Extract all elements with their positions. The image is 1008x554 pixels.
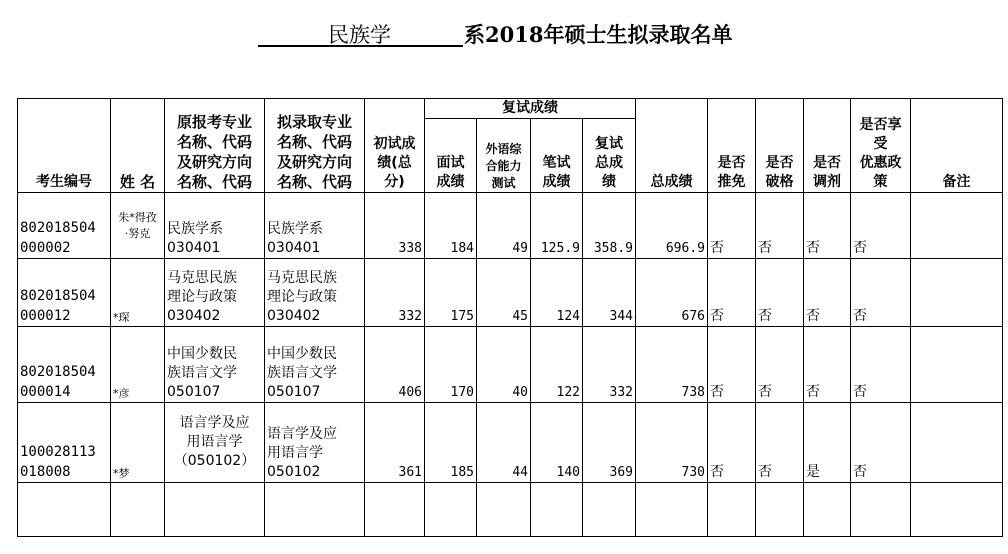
table-row xyxy=(18,193,1003,259)
header-retest-total-line: 复试 xyxy=(595,136,623,152)
header-exempt-line: 是否 xyxy=(717,155,746,171)
orig-major-line: 030402 xyxy=(167,308,221,324)
cell-written-score: 122 xyxy=(531,327,583,403)
exam-id-line: 018008 xyxy=(20,464,71,480)
header-orig-major-line: 名称、代码 xyxy=(176,133,252,151)
name-line: *梦 xyxy=(113,467,130,480)
admit-major-line: 族语言文学 xyxy=(267,365,337,381)
admission-table xyxy=(17,98,1003,537)
cell-orig-major xyxy=(165,259,265,327)
header-foreign-lang-line: 测试 xyxy=(491,176,516,190)
header-exempt-line: 推免 xyxy=(717,174,746,190)
cell-preferential: 否 xyxy=(851,193,911,259)
cell-written-score: 125.9 xyxy=(531,193,583,259)
exam-id-line: 802018504 xyxy=(20,364,96,380)
header-orig-major xyxy=(165,99,265,193)
orig-major-line: （050102） xyxy=(173,453,256,469)
name-line: *琛 xyxy=(113,311,130,324)
cell-retest-total: 358.9 xyxy=(583,193,636,259)
header-orig-major-line: 原报考专业 xyxy=(176,113,252,131)
header-initial-score-line: 分) xyxy=(384,174,405,190)
cell-total-score: 696.9 xyxy=(636,193,708,259)
cell-total-score: 730 xyxy=(636,403,708,483)
title-department: 民族学 xyxy=(328,23,391,47)
header-exception-line: 破格 xyxy=(765,174,794,190)
cell-orig-major xyxy=(165,403,265,483)
header-written xyxy=(531,119,583,193)
admit-major-line: 用语言学 xyxy=(267,445,323,461)
exam-id-line: 802018504 xyxy=(20,220,96,236)
header-initial-score xyxy=(365,99,425,193)
cell-exception: 否 xyxy=(756,193,804,259)
orig-major-line: 用语言学 xyxy=(186,434,243,450)
cell-name xyxy=(111,403,165,483)
empty-cell xyxy=(18,483,111,537)
header-adjust-line: 是否 xyxy=(813,155,841,171)
empty-cell xyxy=(851,483,911,537)
empty-cell xyxy=(756,483,804,537)
cell-foreign-lang-score: 45 xyxy=(477,259,531,327)
admit-major-line: 语言学及应 xyxy=(267,426,337,442)
cell-remarks xyxy=(911,403,1003,483)
name-line: ·努克 xyxy=(124,226,151,240)
cell-initial-score: 406 xyxy=(365,327,425,403)
admit-major-line: 马克思民族 xyxy=(267,270,337,286)
admit-major-line: 理论与政策 xyxy=(267,289,337,305)
exam-id-line: 802018504 xyxy=(20,288,96,304)
table-row xyxy=(18,327,1003,403)
cell-interview-score: 175 xyxy=(425,259,477,327)
orig-major-line: 马克思民族 xyxy=(167,270,237,286)
header-name: 姓 名 xyxy=(111,99,165,193)
title-text: 系2018年硕士生拟录取名单 xyxy=(464,22,733,47)
header-interview xyxy=(425,119,477,193)
empty-cell xyxy=(636,483,708,537)
header-admit-major-line: 名称、代码 xyxy=(276,133,352,151)
cell-name xyxy=(111,259,165,327)
empty-cell xyxy=(165,483,265,537)
cell-interview-score: 170 xyxy=(425,327,477,403)
header-exception-line: 是否 xyxy=(765,155,794,171)
header-interview-line: 面试 xyxy=(436,155,465,171)
header-orig-major-line: 及研究方向 xyxy=(176,153,252,171)
orig-major-line: 中国少数民 xyxy=(167,346,237,362)
cell-name xyxy=(111,327,165,403)
cell-remarks xyxy=(911,327,1003,403)
header-admit-major-line: 拟录取专业 xyxy=(276,113,352,131)
exam-id-line: 000014 xyxy=(20,384,71,400)
cell-orig-major xyxy=(165,193,265,259)
empty-cell xyxy=(804,483,851,537)
cell-admit-major xyxy=(265,259,365,327)
header-preferential-line: 优惠政策 xyxy=(859,155,902,190)
cell-initial-score: 332 xyxy=(365,259,425,327)
empty-cell xyxy=(583,483,636,537)
orig-major-line: 民族学系 xyxy=(167,221,223,237)
orig-major-line: 族语言文学 xyxy=(167,365,237,381)
cell-exception: 否 xyxy=(756,403,804,483)
cell-retest-total: 369 xyxy=(583,403,636,483)
header-retest-total-line: 总成 xyxy=(595,155,623,171)
orig-major-line: 语言学及应 xyxy=(179,415,250,431)
header-remarks: 备注 xyxy=(911,99,1003,193)
cell-remarks xyxy=(911,193,1003,259)
header-exempt xyxy=(708,99,756,193)
empty-cell xyxy=(365,483,425,537)
cell-retest-total: 344 xyxy=(583,259,636,327)
cell-foreign-lang-score: 44 xyxy=(477,403,531,483)
orig-major-line: 050107 xyxy=(167,384,221,400)
cell-exception: 否 xyxy=(756,327,804,403)
cell-interview-score: 184 xyxy=(425,193,477,259)
header-interview-line: 成绩 xyxy=(436,174,465,190)
header-retest-total-line: 绩 xyxy=(602,174,616,190)
empty-cell xyxy=(531,483,583,537)
admit-major-line: 030402 xyxy=(267,308,321,324)
cell-exempt: 否 xyxy=(708,193,756,259)
header-exception xyxy=(756,99,804,193)
exam-id-line: 000012 xyxy=(20,308,71,324)
admit-major-line: 030401 xyxy=(267,240,321,256)
exam-id-line: 100028113 xyxy=(20,444,96,460)
table-row xyxy=(18,403,1003,483)
header-retest-total xyxy=(583,119,636,193)
empty-cell xyxy=(911,483,1003,537)
header-admit-major-line: 及研究方向 xyxy=(276,153,352,171)
table-row xyxy=(18,259,1003,327)
empty-cell xyxy=(265,483,365,537)
header-initial-score-line: 初试成 xyxy=(373,136,416,152)
cell-foreign-lang-score: 49 xyxy=(477,193,531,259)
admit-major-line: 050107 xyxy=(267,384,321,400)
admit-major-line: 050102 xyxy=(267,464,321,480)
cell-exam-id xyxy=(18,403,111,483)
header-admit-major-line: 名称、代码 xyxy=(276,173,352,191)
cell-admit-major xyxy=(265,403,365,483)
cell-adjust: 是 xyxy=(804,403,851,483)
cell-remarks xyxy=(911,259,1003,327)
table-row-empty xyxy=(18,483,1003,537)
header-written-line: 成绩 xyxy=(542,174,571,190)
cell-orig-major xyxy=(165,327,265,403)
header-retest-group: 复试成绩 xyxy=(425,99,636,119)
exam-id-line: 000002 xyxy=(20,240,71,256)
cell-adjust: 否 xyxy=(804,327,851,403)
header-initial-score-line: 绩(总 xyxy=(377,155,412,171)
cell-adjust: 否 xyxy=(804,193,851,259)
header-written-line: 笔试 xyxy=(542,155,571,171)
cell-preferential: 否 xyxy=(851,403,911,483)
header-admit-major xyxy=(265,99,365,193)
empty-cell xyxy=(477,483,531,537)
empty-cell xyxy=(425,483,477,537)
header-foreign-lang-line: 合能力 xyxy=(485,159,522,173)
header-row xyxy=(18,99,1003,119)
cell-exempt: 否 xyxy=(708,403,756,483)
cell-exception: 否 xyxy=(756,259,804,327)
cell-exam-id xyxy=(18,327,111,403)
header-foreign-lang xyxy=(477,119,531,193)
cell-written-score: 124 xyxy=(531,259,583,327)
cell-initial-score: 338 xyxy=(365,193,425,259)
cell-admit-major xyxy=(265,327,365,403)
cell-adjust: 否 xyxy=(804,259,851,327)
orig-major-line: 理论与政策 xyxy=(167,289,237,305)
orig-major-line: 030401 xyxy=(167,240,221,256)
document-title xyxy=(0,18,1008,50)
name-line: 朱*得孜 xyxy=(118,210,157,224)
cell-retest-total: 332 xyxy=(583,327,636,403)
header-adjust-line: 调剂 xyxy=(813,174,841,190)
cell-name xyxy=(111,193,165,259)
name-line: *彦 xyxy=(113,387,130,400)
cell-initial-score: 361 xyxy=(365,403,425,483)
cell-admit-major xyxy=(265,193,365,259)
empty-cell xyxy=(111,483,165,537)
cell-preferential: 否 xyxy=(851,327,911,403)
header-adjust xyxy=(804,99,851,193)
header-foreign-lang-line: 外语综 xyxy=(485,142,522,156)
cell-foreign-lang-score: 40 xyxy=(477,327,531,403)
header-preferential xyxy=(851,99,911,193)
cell-exempt: 否 xyxy=(708,259,756,327)
admit-major-line: 中国少数民 xyxy=(267,346,337,362)
empty-cell xyxy=(708,483,756,537)
header-exam-id: 考生编号 xyxy=(18,99,111,193)
cell-total-score: 676 xyxy=(636,259,708,327)
cell-total-score: 738 xyxy=(636,327,708,403)
admit-major-line: 民族学系 xyxy=(267,221,323,237)
header-orig-major-line: 名称、代码 xyxy=(176,173,252,191)
cell-preferential: 否 xyxy=(851,259,911,327)
cell-exam-id xyxy=(18,193,111,259)
cell-exempt: 否 xyxy=(708,327,756,403)
cell-exam-id xyxy=(18,259,111,327)
header-preferential-line: 是否享受 xyxy=(859,117,902,152)
cell-interview-score: 185 xyxy=(425,403,477,483)
header-total: 总成绩 xyxy=(636,99,708,193)
cell-written-score: 140 xyxy=(531,403,583,483)
